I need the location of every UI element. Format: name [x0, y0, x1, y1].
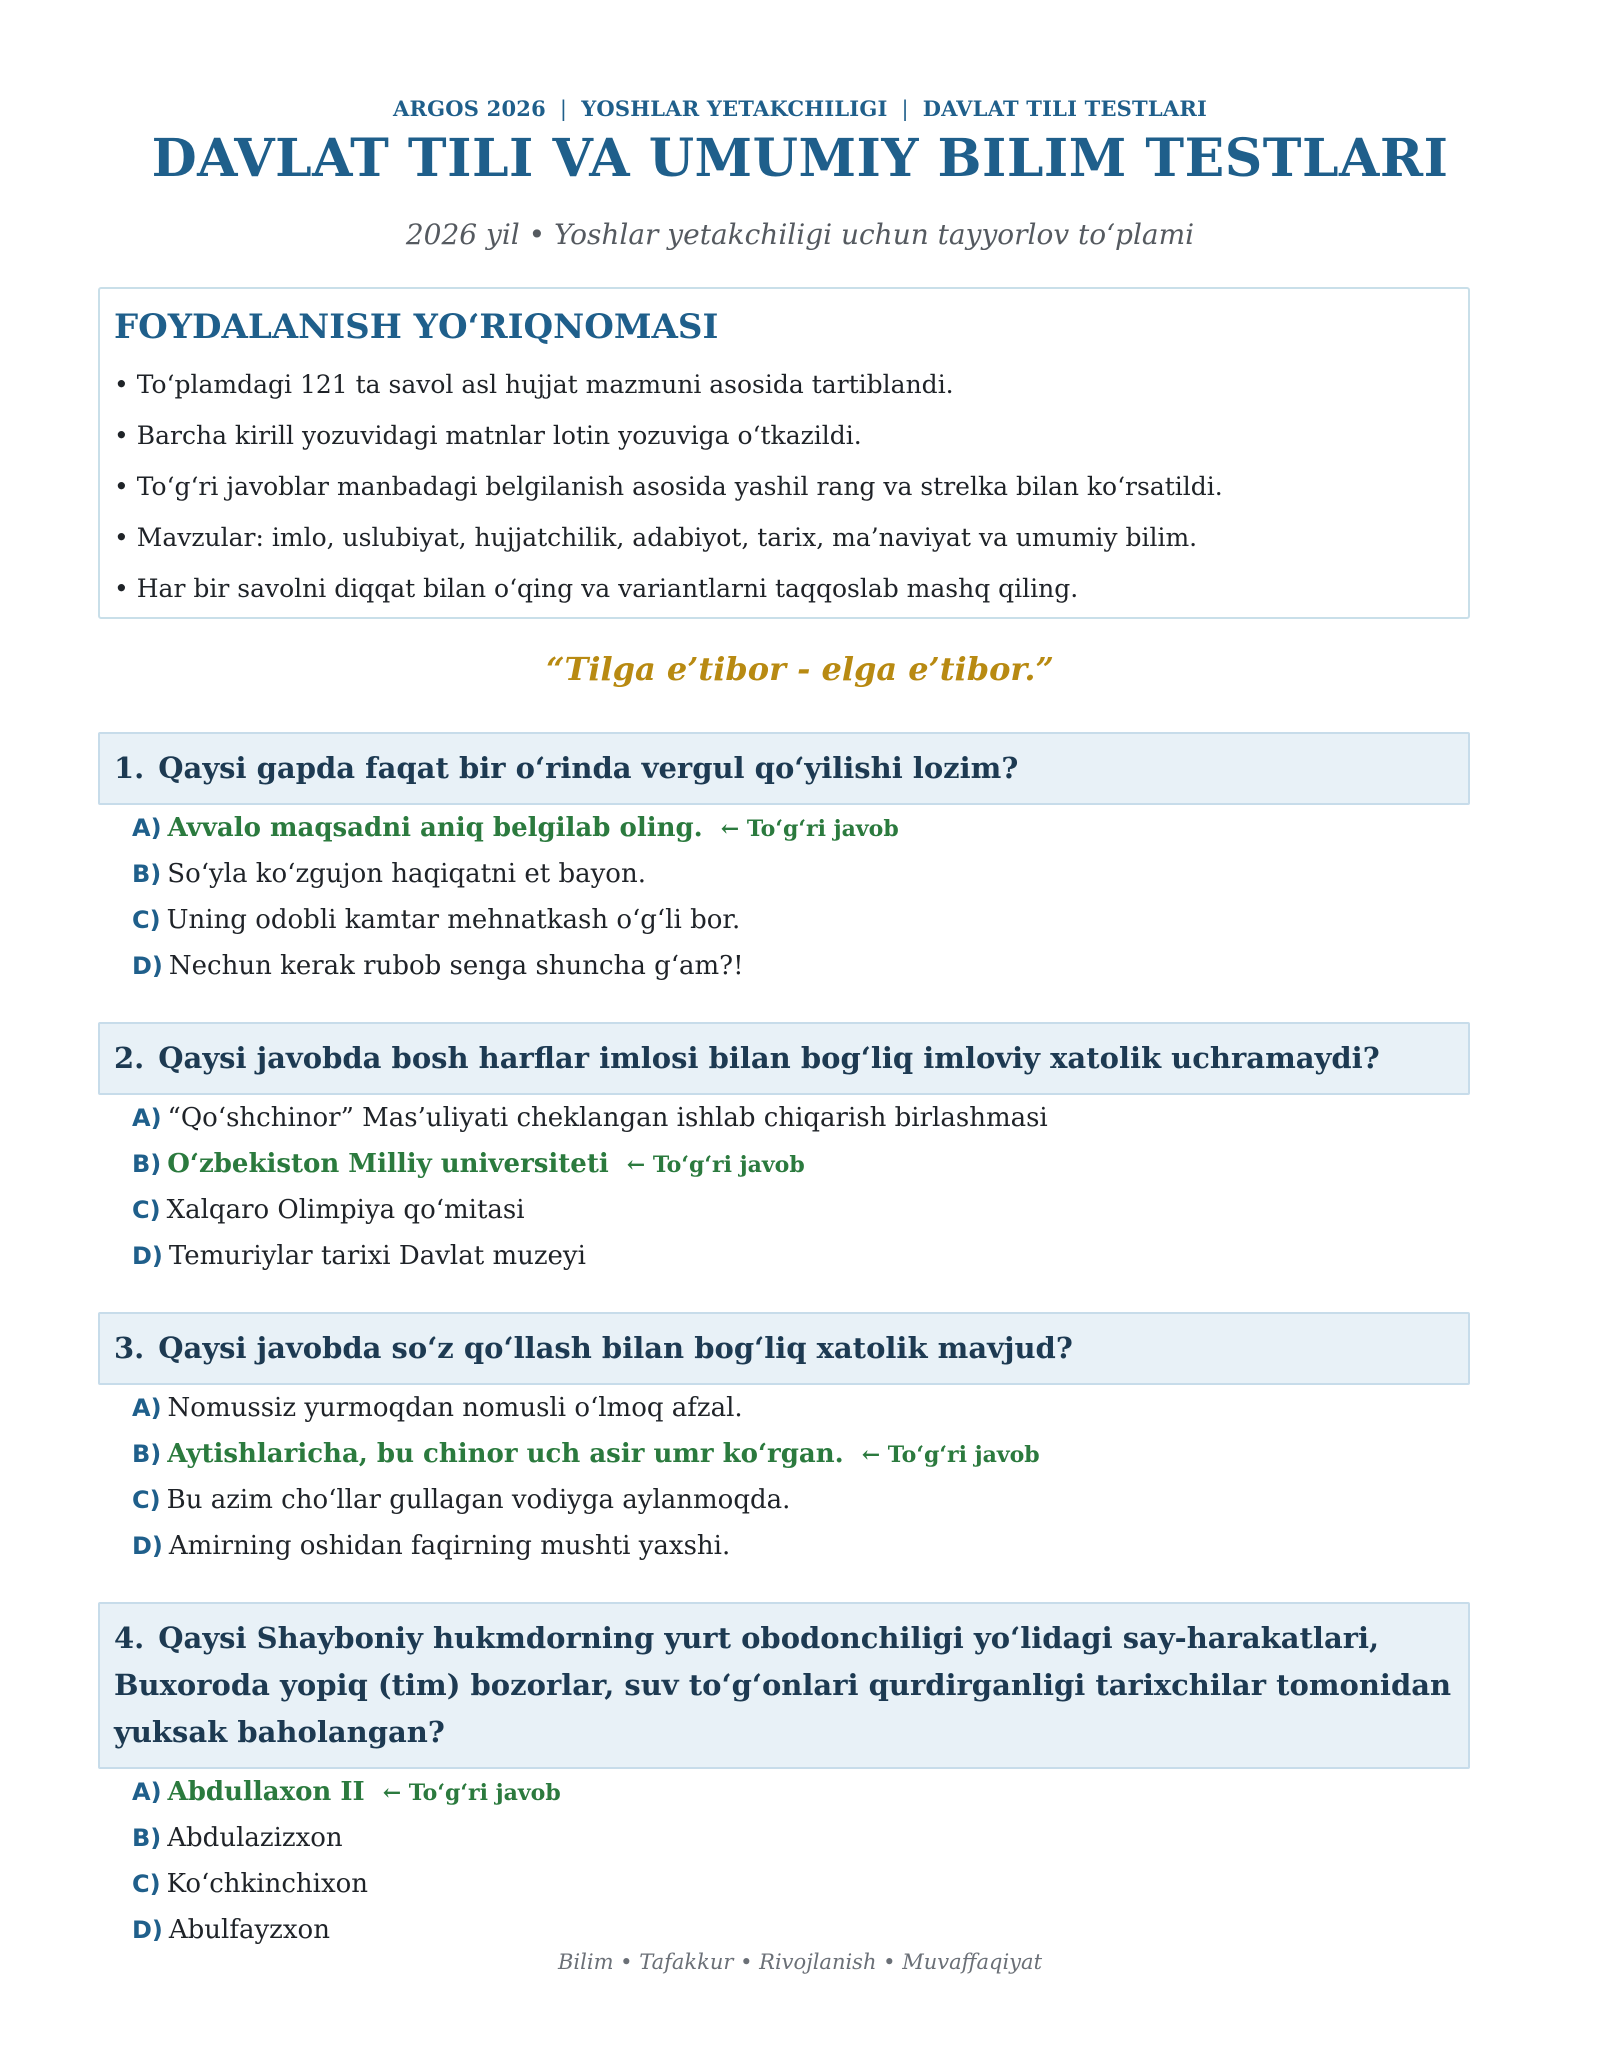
- option-text: Ko‘chkinchixon: [166, 1869, 369, 1899]
- correct-answer-arrow-icon: ← To‘g‘ri javob: [720, 816, 899, 842]
- option-text: Abdulazizxon: [167, 1823, 343, 1853]
- option-text: Nechun kerak rubob senga shuncha g‘am?!: [168, 951, 744, 981]
- answer-option-c[interactable]: [132, 897, 1470, 943]
- option-letter: B): [132, 1150, 162, 1178]
- answer-option-d[interactable]: [132, 1233, 1470, 1279]
- option-text: Amirning oshidan faqirning mushti yaxshi.: [168, 1531, 731, 1561]
- header-item-leadership: YOSHLAR YETAKCHILIGI: [581, 96, 888, 121]
- answer-options: [98, 805, 1470, 989]
- option-letter: A): [132, 1394, 162, 1422]
- answer-option-a[interactable]: [132, 1385, 1470, 1431]
- bullet-icon: •: [114, 472, 129, 501]
- question-number: 3.: [114, 1331, 145, 1365]
- page-subtitle: 2026 yil • Yoshlar yetakchiligi uchun tayyorlov to‘plami: [405, 218, 1195, 251]
- question-4: [98, 1602, 1470, 1953]
- option-letter: C): [132, 1486, 161, 1514]
- usage-guide-title: FOYDALANISH YO‘RIQNOMASI: [114, 307, 719, 347]
- question-text: Qaysi gapda faqat bir o‘rinda vergul qo‘yilishi lozim?: [158, 751, 1019, 785]
- answer-option-d[interactable]: [132, 943, 1470, 989]
- answer-option-b[interactable]: [132, 851, 1470, 897]
- option-letter: D): [132, 952, 163, 980]
- option-text: Uning odobli kamtar mehnatkash o‘g‘li bor.: [166, 905, 741, 935]
- answer-option-b[interactable]: [132, 1141, 1470, 1187]
- option-text: Temuriylar tarixi Davlat muzeyi: [168, 1241, 586, 1271]
- usage-guide-box: [98, 287, 1470, 619]
- question-3: [98, 1312, 1470, 1569]
- usage-guide-item: [114, 520, 1223, 571]
- header-topline: [0, 96, 1600, 121]
- option-text: O‘zbekiston Milliy universiteti: [167, 1149, 609, 1179]
- option-letter: A): [132, 814, 162, 842]
- answer-options: [98, 1095, 1470, 1279]
- bullet-icon: •: [114, 574, 129, 603]
- header-separator: |: [901, 97, 909, 121]
- correct-answer-arrow-icon: ← To‘g‘ri javob: [382, 1780, 561, 1806]
- answer-option-a[interactable]: [132, 1095, 1470, 1141]
- question-text: Qaysi Shayboniy hukmdorning yurt obodonchiligi yo‘lidagi say-harakatlari, Buxoroda yopiq (tim) bozorlar, suv to‘g‘onlari qurdirganligi tarixchilar tomonidan yuksak baholangan?: [114, 1621, 1452, 1749]
- question-text: Qaysi javobda so‘z qo‘llash bilan bog‘liq xatolik mavjud?: [158, 1331, 1073, 1365]
- option-text: “Qo‘shchinor” Mas’uliyati cheklangan ishlab chiqarish birlashmasi: [167, 1103, 1048, 1133]
- option-letter: B): [132, 1440, 162, 1468]
- page-footer: Bilim • Tafakkur • Rivojlanish • Muvaffaqiyat: [557, 1950, 1043, 1974]
- option-letter: B): [132, 1824, 162, 1852]
- option-text: So‘yla ko‘zgujon haqiqatni et bayon.: [167, 859, 646, 889]
- option-letter: B): [132, 860, 162, 888]
- usage-guide-item: [114, 418, 1223, 469]
- header-item-argos: ARGOS 2026: [393, 96, 546, 121]
- usage-guide-item-text: Barcha kirill yozuvidagi matnlar lotin yozuviga o‘tkazildi.: [136, 421, 862, 450]
- option-letter: A): [132, 1104, 162, 1132]
- option-letter: C): [132, 906, 161, 934]
- question-1: [98, 732, 1470, 989]
- answer-option-a[interactable]: [132, 805, 1470, 851]
- question-number: 2.: [114, 1041, 145, 1075]
- question-header: [98, 1602, 1470, 1769]
- question-number: 4.: [114, 1621, 145, 1655]
- question-header: [98, 732, 1470, 805]
- answer-option-b[interactable]: [132, 1815, 1470, 1861]
- usage-guide-item-text: To‘plamdagi 121 ta savol asl hujjat mazmuni asosida tartiblandi.: [136, 370, 954, 399]
- question-2: [98, 1022, 1470, 1279]
- header-separator: |: [559, 97, 568, 121]
- question-text: Qaysi javobda bosh harflar imlosi bilan bog‘liq imloviy xatolik uchramaydi?: [158, 1041, 1380, 1075]
- bullet-icon: •: [114, 421, 129, 450]
- answer-options: [98, 1385, 1470, 1569]
- option-letter: A): [132, 1778, 162, 1806]
- option-text: Abdullaxon II: [167, 1777, 365, 1807]
- usage-guide-item-text: Mavzular: imlo, uslubiyat, hujjatchilik, adabiyot, tarix, ma’naviyat va umumiy bilim.: [136, 523, 1198, 552]
- usage-guide-item-text: Har bir savolni diqqat bilan o‘qing va variantlarni taqqoslab mashq qiling.: [136, 574, 1079, 603]
- bullet-icon: •: [114, 523, 129, 552]
- correct-answer-arrow-icon: ← To‘g‘ri javob: [626, 1152, 805, 1178]
- option-text: Xalqaro Olimpiya qo‘mitasi: [166, 1195, 525, 1225]
- answer-option-a[interactable]: [132, 1769, 1470, 1815]
- bullet-icon: •: [114, 370, 129, 399]
- motto-quote: “Tilga e’tibor - elga e’tibor.”: [546, 650, 1054, 688]
- option-letter: D): [132, 1532, 163, 1560]
- question-header: [98, 1312, 1470, 1385]
- option-text: Nomussiz yurmoqdan nomusli o‘lmoq afzal.: [167, 1393, 743, 1423]
- answer-option-b[interactable]: [132, 1431, 1470, 1477]
- answer-option-c[interactable]: [132, 1187, 1470, 1233]
- option-letter: C): [132, 1196, 161, 1224]
- usage-guide-list: [114, 367, 1223, 622]
- correct-answer-arrow-icon: ← To‘g‘ri javob: [861, 1442, 1040, 1468]
- header-item-tests: DAVLAT TILI TESTLARI: [922, 96, 1207, 121]
- option-text: Aytishlaricha, bu chinor uch asir umr ko‘rgan.: [167, 1439, 844, 1469]
- usage-guide-item-text: To‘g‘ri javoblar manbadagi belgilanish asosida yashil rang va strelka bilan ko‘rsatildi.: [136, 472, 1223, 501]
- answer-option-c[interactable]: [132, 1477, 1470, 1523]
- question-number: 1.: [114, 751, 145, 785]
- usage-guide-item: [114, 367, 1223, 418]
- page-title: DAVLAT TILI VA UMUMIY BILIM TESTLARI: [151, 128, 1449, 189]
- option-letter: D): [132, 1916, 163, 1944]
- answer-option-d[interactable]: [132, 1907, 1470, 1953]
- option-letter: C): [132, 1870, 161, 1898]
- option-letter: D): [132, 1242, 163, 1270]
- usage-guide-item: [114, 469, 1223, 520]
- option-text: Abulfayzxon: [168, 1915, 330, 1945]
- answer-options: [98, 1769, 1470, 1953]
- question-header: [98, 1022, 1470, 1095]
- option-text: Bu azim cho‘llar gullagan vodiyga aylanmoqda.: [166, 1485, 791, 1515]
- usage-guide-item: [114, 571, 1223, 622]
- answer-option-c[interactable]: [132, 1861, 1470, 1907]
- option-text: Avvalo maqsadni aniq belgilab oling.: [167, 813, 703, 843]
- answer-option-d[interactable]: [132, 1523, 1470, 1569]
